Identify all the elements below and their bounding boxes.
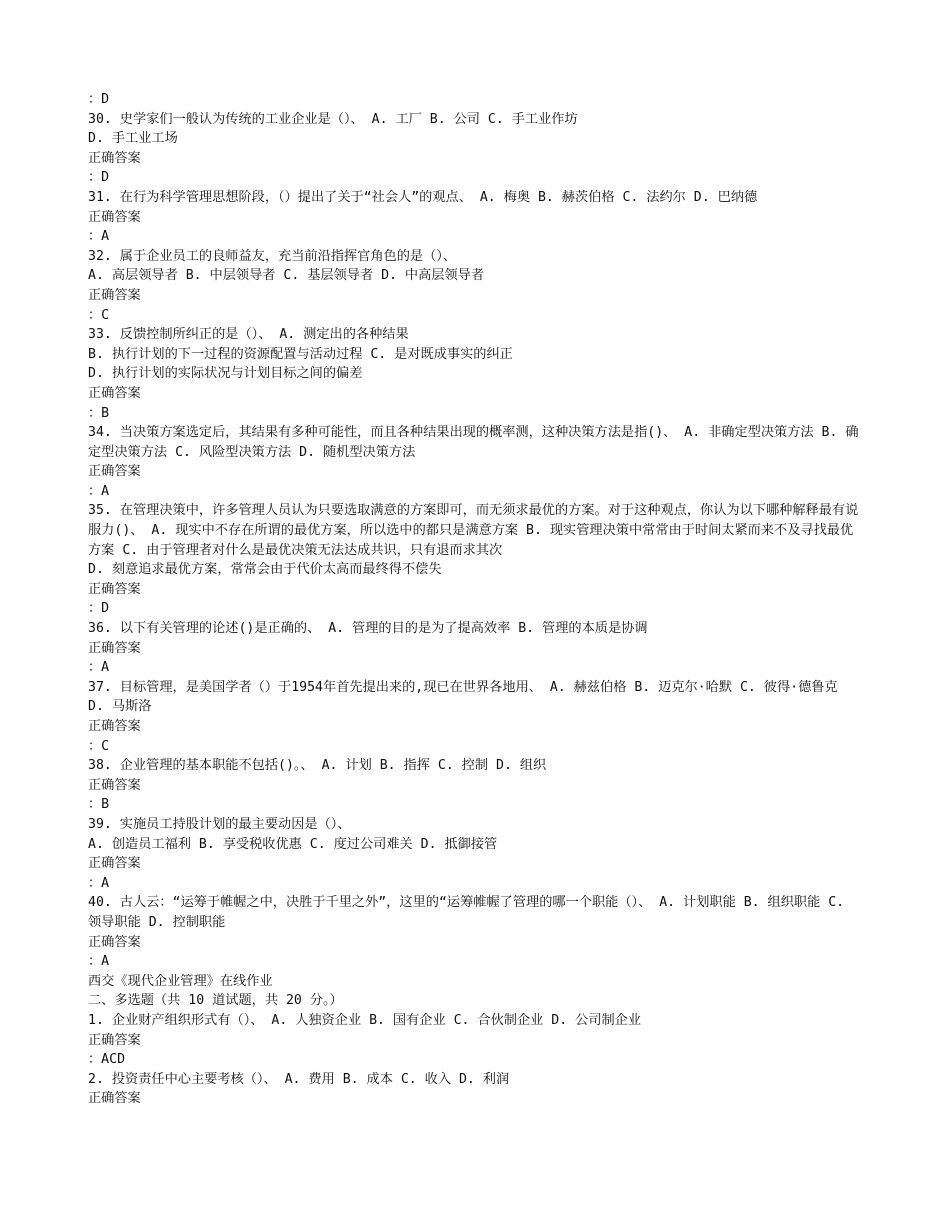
question-38: 38. 企业管理的基本职能不包括()。、 A. 计划 B. 指挥 C. 控制 D. 组织 [88,758,547,774]
question-multi-2: 2. 投资责任中心主要考核（）、 A. 费用 B. 成本 C. 收入 D. 利润 [88,1071,510,1087]
question-33: 33. 反馈控制所纠正的是（）、 A. 测定出的各种结果 [88,327,409,343]
question-36: 36. 以下有关管理的论述()是正确的、 A. 管理的目的是为了提高效率 B. 管理的本质是协调 [88,621,648,637]
answer-label: 正确答案 [88,287,141,303]
answer-value: ：C [88,307,110,323]
answer-label: 正确答案 [88,934,141,950]
answer-label: 正确答案 [88,1091,141,1107]
answer-label: 正确答案 [88,719,141,734]
question-40: 40. 古人云：“运筹于帷幄之中，决胜于千里之外”，这里的“运筹帷幄了管理的哪一个职能（）、 A. 计划职能 B. 组织职能 C. 领导职能 D. 控制职能 [88,895,853,930]
answer-label: 正确答案 [88,209,141,225]
answer-value: ：C [88,738,110,754]
question-33-option-d: D. 执行计划的实际状况与计划目标之间的偏差 [88,366,363,382]
answer-label: 正确答案 [88,385,141,401]
answer-label: 正确答案 [88,581,141,597]
section-title: 西交《现代企业管理》在线作业 [88,973,273,989]
answer-value: ：ACD [88,1052,126,1068]
question-33-options: B. 执行计划的下一过程的资源配置与活动过程 C. 是对既成事实的纠正 [88,346,513,362]
question-32: 32. 属于企业员工的良师益友，充当前沿指挥官角色的是（）、 [88,248,457,264]
question-39: 39. 实施员工持股计划的最主要动因是（）、 [88,816,351,832]
answer-value: ：B [88,405,110,421]
answer-value: ：A [88,954,110,970]
section-heading: 二、多选题（共 10 道试题，共 20 分。） [88,993,343,1009]
question-37-option-d: D. 马斯洛 [88,699,152,715]
answer-label: 正确答案 [88,777,141,793]
answer-label: 正确答案 [88,150,141,166]
answer-label: 正确答案 [88,1032,141,1048]
answer-label: 正确答案 [88,464,141,480]
answer-value: ：D [88,601,110,617]
question-30-option: D. 手工业工场 [88,131,178,147]
question-37: 37. 目标管理，是美国学者（）于1954年首先提出来的,现已在世界各地用、 A. 赫兹伯格 B. 迈克尔·哈默 C. 彼得·德鲁克 [88,679,838,695]
answer-value: ：D [88,170,110,186]
answer-label: 正确答案 [88,856,141,872]
document-page [88,90,863,1109]
answer-value: ：A [88,483,110,499]
question-39-options: A. 创造员工福利 B. 享受税收优惠 C. 度过公司难关 D. 抵御接管 [88,836,498,852]
answer-label: 正确答案 [88,640,141,656]
answer-value: ：A [88,875,110,891]
question-multi-1: 1. 企业财产组织形式有（）、 A. 人独资企业 B. 国有企业 C. 合伙制企业 D. 公司制企业 [88,1012,642,1028]
question-35-option-d: D. 刻意追求最优方案，常常会由于代价太高而最终得不偿失 [88,562,442,578]
question-32-options: A. 高层领导者 B. 中层领导者 C. 基层领导者 D. 中高层领导者 [88,268,485,284]
question-30: 30. 史学家们一般认为传统的工业企业是（）、 A. 工厂 B. 公司 C. 手工业作坊 [88,111,578,127]
question-34: 34. 当决策方案选定后，其结果有多种可能性，而且各种结果出现的概率测，这种决策方法是指()、 A. 非确定型决策方法 B. 确定型决策方法 C. 风险型决策方法 D. 随机型决策方法 [88,425,859,460]
answer-value: ：B [88,797,110,813]
answer-value: ：A [88,229,110,245]
answer-value: ：D [88,92,110,107]
answer-value: ：A [88,660,110,676]
question-31: 31. 在行为科学管理思想阶段，（）提出了关于“社会人”的观点、 A. 梅奥 B. 赫茨伯格 C. 法约尔 D. 巴纳德 [88,189,758,205]
question-35: 35. 在管理决策中，许多管理人员认为只要选取满意的方案即可，而无须求最优的方案。对于这种观点，你认为以下哪种解释最有说服力()、 A. 现实中不存在所谓的最优方案，所以选中的都只是满意方案 B. 现实管理决策中常常由于时间太紧而来不及寻找最优方案 C. 由于管理者对什么是最优决策无法达成共识，只有退而求其次 [88,503,859,558]
